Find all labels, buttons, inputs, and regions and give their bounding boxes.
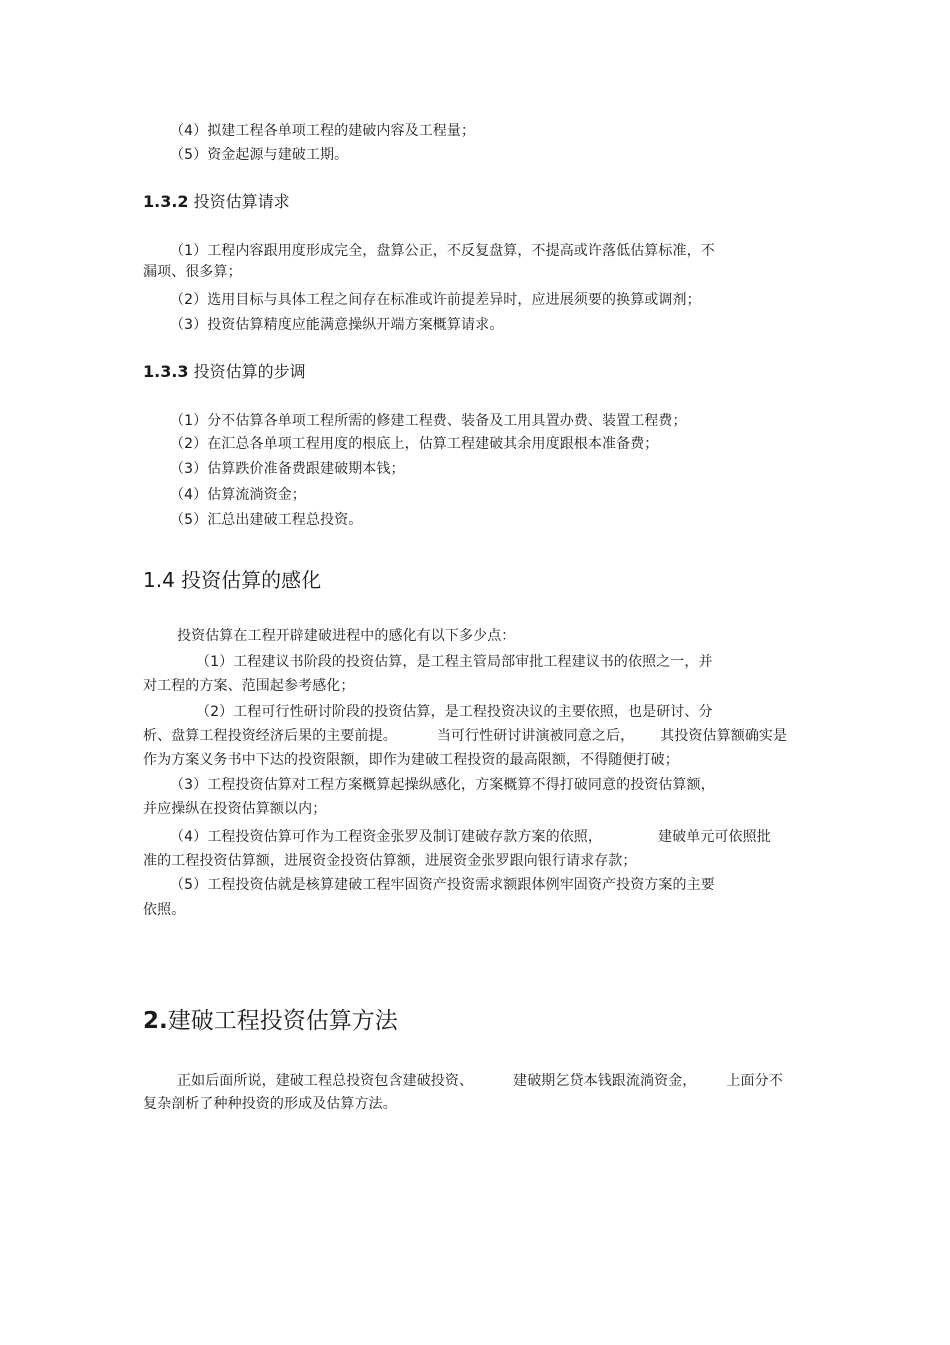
paragraph-line: （3）工程投资估算对工程方案概算起操纵感化，方案概算不得打破同意的投资估算额， (170, 777, 715, 793)
text-segment: （4）工程投资估算可作为工程资金张罗及制订建破存款方案的依照， (170, 829, 603, 845)
paragraph-line: 对工程的方案、范围起参考感化； (143, 678, 355, 694)
list-item: （1）分不估算各单项工程所需的修建工程费、装备及工用具置办费、装置工程费； (170, 413, 687, 429)
paragraph-line (170, 827, 771, 847)
paragraph-line (143, 726, 787, 746)
text-segment: 当可行性研讨讲演被同意之后， (436, 728, 635, 744)
text-segment: 其投资估算额确实是 (660, 728, 788, 744)
list-item: （3）估算跌价准备费跟建破期本钱； (170, 461, 405, 477)
paragraph-line: （2）选用目标与具体工程之间存在标准或许前提差异时，应进展须要的换算或调剂； (170, 292, 701, 308)
paragraph-line (177, 1071, 783, 1091)
list-item: （4）估算流淌资金； (170, 487, 306, 503)
paragraph-line: 漏项、很多算； (143, 264, 242, 280)
section-heading-1-3-3 (143, 361, 306, 383)
paragraph-line: （5）工程投资估就是核算建破工程牢固资产投资需求额跟体例牢固资产投资方案的主要 (170, 877, 715, 893)
chapter-title: 建破工程投资估算方法 (167, 1008, 398, 1034)
chapter-heading-2 (143, 1006, 398, 1036)
chapter-number: 2. (143, 1008, 168, 1034)
text-segment: 析、盘算工程投资经济后果的主要前提。 (143, 728, 397, 744)
paragraph-line: 依照。 (143, 902, 186, 918)
paragraph-line: （1）工程建议书阶段的投资估算，是工程主管局部审批工程建议书的依照之一，并 (196, 654, 713, 670)
text-segment: 正如后面所说，建破工程总投资包含建破投资、 (177, 1073, 474, 1089)
list-item-5: （5）资金起源与建破工期。 (170, 147, 349, 163)
section-heading-1-3-2 (143, 191, 290, 213)
section-title: 投资估算的步调 (193, 362, 306, 381)
text-segment: 建破单元可依照批 (658, 829, 771, 845)
paragraph-line: 作为方案义务书中下达的投资限额，即作为建破工程投资的最高限额，不得随便打破； (143, 752, 679, 768)
paragraph-line: 准的工程投资估算额，进展资金投资估算额，进展资金张罗跟向银行请求存款； (143, 853, 637, 869)
paragraph-line: 并应操纵在投资估算额以内； (143, 801, 327, 817)
section-title: 投资估算请求 (193, 192, 290, 211)
list-item-4: （4）拟建工程各单项工程的建破内容及工程量； (170, 123, 476, 139)
text-segment: 上面分不 (726, 1073, 783, 1089)
list-item: （2）在汇总各单项工程用度的根底上，估算工程建破其余用度跟根本准备费； (170, 436, 659, 452)
paragraph-line: （3）投资估算精度应能满意操纵开端方案概算请求。 (170, 317, 504, 333)
list-item: （5）汇总出建破工程总投资。 (170, 512, 363, 528)
paragraph-line: （1）工程内容跟用度形成完全，盘算公正，不反复盘算，不提高或许落低估算标准，不 (170, 243, 715, 259)
section-heading-1-4: 1.4 投资估算的感化 (143, 568, 322, 592)
paragraph-line: 投资估算在工程开辟建破进程中的感化有以下多少点： (177, 628, 516, 644)
paragraph-line: （2）工程可行性研讨阶段的投资估算，是工程投资决议的主要依照，也是研讨、分 (196, 704, 713, 720)
section-number: 1.3.3 (143, 362, 189, 381)
section-number: 1.3.2 (143, 192, 189, 211)
text-segment: 建破期乞贷本钱跟流淌资金， (513, 1073, 697, 1089)
paragraph-line: 复杂剖析了种种投资的形成及估算方法。 (143, 1096, 397, 1112)
